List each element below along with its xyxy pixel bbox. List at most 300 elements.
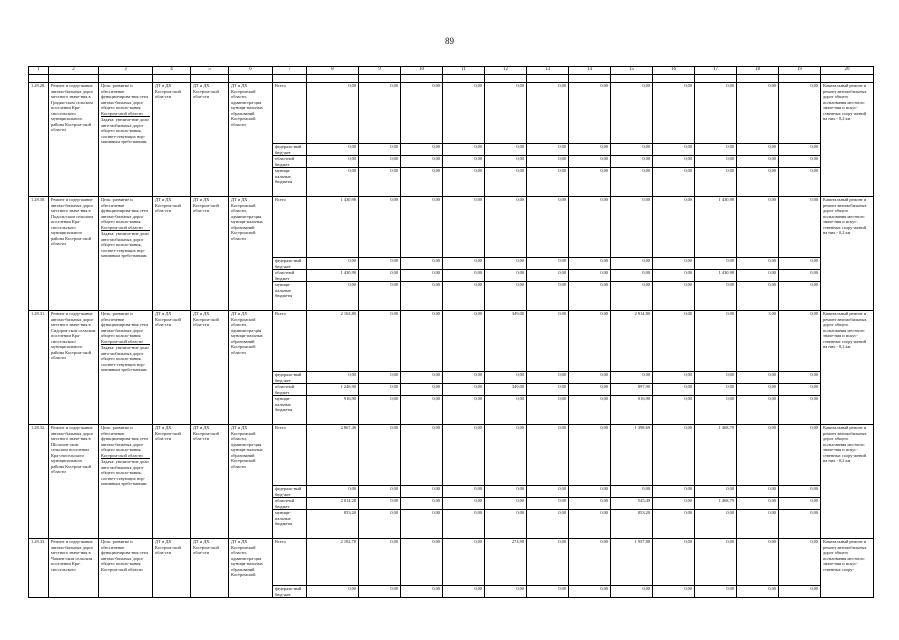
amount-cell: 0,00 xyxy=(779,372,821,384)
amount-cell: 1 468,79 xyxy=(695,425,737,486)
amount-cell: 0,00 xyxy=(695,156,737,168)
amount-cell: 0,00 xyxy=(359,396,401,425)
executor-1: ДТ и ДХ Костром-ской обла-сти xyxy=(153,425,191,539)
amount-cell: 0,00 xyxy=(611,372,653,384)
column-number: 13 xyxy=(527,67,569,75)
amount-cell: 0,00 xyxy=(779,197,821,258)
amount-cell: 0,00 xyxy=(779,396,821,425)
table-row xyxy=(29,83,874,144)
goal-text: Цель: развитие и обеспечение функционирова-ния сети автомо-бильных дорог общего пользо-вания Костром-ской области xyxy=(101,311,150,345)
expected-result: Капитальный ремонт и ремонт автомобильных дорог общего пользования местного значе-ния и искус-ственных соору-жений на них - 0,2 км xyxy=(821,197,874,311)
amount-cell: 897,90 xyxy=(611,384,653,396)
measure-name: Ремонт и содер-жание автомо-бильных дорог местного значе-ния в Сидоров-ском сельском поселении Кра-сносельского муниципального района Костром-ской области xyxy=(49,311,99,425)
column-number: 11 xyxy=(443,67,485,75)
executor-3: ДТ и ДХ Костромской области, администра-ция муници-пальных образований Костромской области xyxy=(229,197,273,311)
amount-cell: 0,00 xyxy=(737,486,779,498)
amount-cell: 0,00 xyxy=(527,258,569,270)
amount-cell: 0,00 xyxy=(485,270,527,282)
amount-cell: 0,00 xyxy=(779,498,821,510)
amount-cell: 0,00 xyxy=(527,586,569,598)
goal-task-cell xyxy=(99,83,153,197)
amount-cell: 1 430,98 xyxy=(307,270,359,282)
amount-cell: 0,00 xyxy=(307,486,359,498)
funding-source: муници-пальные бюджеты xyxy=(273,168,307,197)
amount-cell: 0,00 xyxy=(401,83,443,144)
amount-cell: 916,90 xyxy=(307,396,359,425)
funding-source: федераль-ный бюд-жет xyxy=(273,486,307,498)
amount-cell: 0,00 xyxy=(695,311,737,372)
executor-3: ДТ и ДХ Костромской области, администра-ция муници-пальных образований Костромской области xyxy=(229,425,273,539)
empty-cell xyxy=(695,75,737,83)
funding-source: федераль-ный бюд-жет xyxy=(273,258,307,270)
amount-cell: 0,00 xyxy=(485,156,527,168)
amount-cell: 0,00 xyxy=(485,168,527,197)
amount-cell: 0,00 xyxy=(443,425,485,486)
executor-2: ДТ и ДХ Костром-ской обла-сти xyxy=(191,425,229,539)
amount-cell: 0,00 xyxy=(485,425,527,486)
amount-cell: 0,00 xyxy=(779,83,821,144)
amount-cell: 0,00 xyxy=(443,539,485,586)
amount-cell: 1 957,88 xyxy=(611,539,653,586)
empty-cell xyxy=(527,75,569,83)
amount-cell: 0,00 xyxy=(359,384,401,396)
amount-cell: 0,00 xyxy=(779,425,821,486)
amount-cell: 0,00 xyxy=(653,197,695,258)
amount-cell: 0,00 xyxy=(401,396,443,425)
amount-cell: 0,00 xyxy=(359,486,401,498)
amount-cell: 0,00 xyxy=(359,83,401,144)
amount-cell: 0,00 xyxy=(569,168,611,197)
amount-cell: 349,00 xyxy=(485,311,527,372)
amount-cell: 0,00 xyxy=(401,510,443,539)
amount-cell: 0,00 xyxy=(779,539,821,586)
amount-cell: 0,00 xyxy=(737,156,779,168)
empty-cell xyxy=(737,75,779,83)
amount-cell: 0,00 xyxy=(401,498,443,510)
measure-name: Ремонт и содер-жание автомо-бильных дорог местного значе-ния в Подоль-ском сельском поселении Кра-сносельского муниципального района Костром-ской области xyxy=(49,197,99,311)
amount-cell: 0,00 xyxy=(307,144,359,156)
column-number: 8 xyxy=(307,67,359,75)
amount-cell: 0,00 xyxy=(611,282,653,311)
funding-source: федераль-ный бюд-жет xyxy=(273,144,307,156)
executor-2: ДТ и ДХ Костром-ской обла-сти xyxy=(191,197,229,311)
amount-cell: 0,00 xyxy=(359,510,401,539)
funding-source: Всего xyxy=(273,425,307,486)
amount-cell: 0,00 xyxy=(307,258,359,270)
amount-cell: 1 430,98 xyxy=(695,270,737,282)
amount-cell: 0,00 xyxy=(443,83,485,144)
empty-cell xyxy=(653,75,695,83)
funding-source: муници-пальные бюджеты xyxy=(273,282,307,311)
amount-cell: 0,00 xyxy=(695,539,737,586)
amount-cell: 0,00 xyxy=(737,384,779,396)
goal-text: Цель: развитие и обеспечение функционирова-ния сети автомо-бильных дорог общего пользо-вания Костром-ской области xyxy=(101,539,148,572)
amount-cell: 0,00 xyxy=(737,144,779,156)
empty-cell xyxy=(821,75,874,83)
row-number: 1.28.32. xyxy=(29,425,49,539)
amount-cell: 0,00 xyxy=(737,270,779,282)
amount-cell: 0,00 xyxy=(737,197,779,258)
amount-cell: 0,00 xyxy=(307,372,359,384)
amount-cell: 0,00 xyxy=(359,498,401,510)
column-number: 20 xyxy=(821,67,874,75)
amount-cell: 0,00 xyxy=(569,372,611,384)
amount-cell: 0,00 xyxy=(307,168,359,197)
amount-cell: 0,00 xyxy=(569,586,611,598)
amount-cell: 0,00 xyxy=(527,156,569,168)
amount-cell: 0,00 xyxy=(779,486,821,498)
measure-name: Ремонт и содер-жание автомо-бильных дорог местного значе-ния в Гридки-ском сельском поселении Кра-сносельского муниципального района Костром-ской области xyxy=(49,83,99,197)
executor-3: ДТ и ДХ Костромской области, администра-ция муници-пальных образований Костромской области xyxy=(229,83,273,197)
amount-cell: 0,00 xyxy=(527,282,569,311)
amount-cell: 0,00 xyxy=(653,144,695,156)
amount-cell: 0,00 xyxy=(443,384,485,396)
amount-cell: 0,00 xyxy=(485,258,527,270)
amount-cell: 853,20 xyxy=(611,510,653,539)
amount-cell: 0,00 xyxy=(569,539,611,586)
funding-source: муници-пальные бюджеты xyxy=(273,510,307,539)
empty-cell xyxy=(779,75,821,83)
amount-cell: 0,00 xyxy=(359,258,401,270)
amount-cell: 0,00 xyxy=(695,372,737,384)
task-text: Задача: увеличе-ние доли авто-мобильных дорог общего пользо-вания, соответ-ствующих нор-мативным требо-ваниям xyxy=(101,459,149,486)
amount-cell: 0,00 xyxy=(443,372,485,384)
empty-cell xyxy=(569,75,611,83)
amount-cell: 916,90 xyxy=(611,396,653,425)
funding-source: областной бюджет xyxy=(273,384,307,396)
executor-1: ДТ и ДХ Костром-ской обла-сти xyxy=(153,311,191,425)
amount-cell: 0,00 xyxy=(485,510,527,539)
amount-cell: 1 430,98 xyxy=(695,197,737,258)
amount-cell: 0,00 xyxy=(359,197,401,258)
column-number: 7 xyxy=(273,67,307,75)
row-number: 1.28.33. xyxy=(29,539,49,598)
column-number: 15 xyxy=(611,67,653,75)
amount-cell: 2 163,80 xyxy=(307,311,359,372)
amount-cell: 0,00 xyxy=(611,197,653,258)
amount-cell: 0,00 xyxy=(779,586,821,598)
amount-cell: 0,00 xyxy=(695,168,737,197)
amount-cell: 0,00 xyxy=(737,282,779,311)
amount-cell: 0,00 xyxy=(359,270,401,282)
goal-text: Цель: развитие и обеспечение функционирова-ния сети автомо-бильных дорог общего пользо-вания Костром-ской области xyxy=(101,197,150,231)
amount-cell: 0,00 xyxy=(307,156,359,168)
amount-cell: 0,00 xyxy=(401,168,443,197)
amount-cell: 0,00 xyxy=(527,144,569,156)
amount-cell: 0,00 xyxy=(779,156,821,168)
amount-cell: 274,90 xyxy=(485,539,527,586)
amount-cell: 0,00 xyxy=(653,372,695,384)
amount-cell: 0,00 xyxy=(401,384,443,396)
table-row xyxy=(29,425,874,486)
amount-cell: 349,00 xyxy=(485,384,527,396)
executor-3: ДТ и ДХ Костромской области, администра-ция муници-пальных образований Костромской области xyxy=(229,311,273,425)
amount-cell: 0,00 xyxy=(527,270,569,282)
task-text: Задача: увеличе-ние доли авто-мобильных дорог общего пользо-вания, соответ-ствующих нор-мативным требо-ваниям xyxy=(101,231,149,258)
amount-cell: 0,00 xyxy=(401,270,443,282)
table-row xyxy=(29,197,874,258)
column-number-row xyxy=(29,67,874,75)
empty-cell xyxy=(359,75,401,83)
amount-cell: 0,00 xyxy=(485,486,527,498)
amount-cell: 0,00 xyxy=(485,197,527,258)
amount-cell: 0,00 xyxy=(527,168,569,197)
column-number: 2 xyxy=(49,67,99,75)
column-number: 5 xyxy=(191,67,229,75)
amount-cell: 0,00 xyxy=(695,83,737,144)
amount-cell: 0,00 xyxy=(359,168,401,197)
amount-cell: 0,00 xyxy=(527,396,569,425)
amount-cell: 0,00 xyxy=(485,498,527,510)
amount-cell: 0,00 xyxy=(779,311,821,372)
column-number: 19 xyxy=(779,67,821,75)
amount-cell: 0,00 xyxy=(401,197,443,258)
amount-cell: 0,00 xyxy=(695,258,737,270)
amount-cell: 0,00 xyxy=(737,510,779,539)
expected-result: Капитальный ремонт и ремонт автомобильных дорог общего пользования местного значе-ния и искус-ственных соору-жений на них - 0,2 км xyxy=(821,83,874,197)
empty-cell xyxy=(229,75,273,83)
amount-cell: 0,00 xyxy=(779,144,821,156)
goal-text: Цель: развитие и обеспечение функционирова-ния сети автомо-бильных дорог общего пользо-вания Костром-ской области xyxy=(101,83,150,117)
amount-cell: 0,00 xyxy=(569,510,611,539)
amount-cell: 0,00 xyxy=(401,372,443,384)
amount-cell: 0,00 xyxy=(359,144,401,156)
amount-cell: 0,00 xyxy=(359,311,401,372)
amount-cell: 0,00 xyxy=(485,83,527,144)
empty-cell xyxy=(485,75,527,83)
column-number: 16 xyxy=(653,67,695,75)
executor-1: ДТ и ДХ Костром-ской обла-сти xyxy=(153,539,191,598)
amount-cell: 0,00 xyxy=(695,510,737,539)
funding-source: федераль-ный бюд-жет xyxy=(273,372,307,384)
empty-cell xyxy=(191,75,229,83)
amount-cell: 3,00 xyxy=(737,311,779,372)
amount-cell: 2 182,78 xyxy=(307,539,359,586)
funding-source: Всего xyxy=(273,539,307,586)
amount-cell: 0,00 xyxy=(401,425,443,486)
amount-cell: 0,00 xyxy=(737,258,779,270)
amount-cell: 0,00 xyxy=(695,144,737,156)
amount-cell: 0,00 xyxy=(737,168,779,197)
amount-cell: 0,00 xyxy=(653,270,695,282)
funding-source: Всего xyxy=(273,311,307,372)
amount-cell: 0,00 xyxy=(569,144,611,156)
amount-cell: 0,00 xyxy=(307,586,359,598)
funding-source: областной бюджет xyxy=(273,156,307,168)
amount-cell: 0,00 xyxy=(485,372,527,384)
amount-cell: 0,00 xyxy=(401,258,443,270)
empty-cell xyxy=(273,75,307,83)
amount-cell: 0,00 xyxy=(779,168,821,197)
amount-cell: 0,00 xyxy=(611,83,653,144)
amount-cell: 0,00 xyxy=(653,539,695,586)
amount-cell: 2 814,80 xyxy=(611,311,653,372)
amount-cell: 0,00 xyxy=(737,372,779,384)
amount-cell: 0,00 xyxy=(359,539,401,586)
column-number: 3 xyxy=(99,67,153,75)
amount-cell: 0,00 xyxy=(569,258,611,270)
task-text: Задача: увеличе-ние доли авто-мобильных дорог общего пользо-вания, соответ-ствующих нор-мативным требо-ваниям xyxy=(101,117,149,144)
amount-cell: 0,00 xyxy=(443,311,485,372)
amount-cell: 0,00 xyxy=(653,396,695,425)
amount-cell: 0,00 xyxy=(737,83,779,144)
column-number: 6 xyxy=(229,67,273,75)
amount-cell: 0,00 xyxy=(527,311,569,372)
amount-cell: 0,00 xyxy=(569,425,611,486)
empty-cell xyxy=(49,75,99,83)
column-number: 1 xyxy=(29,67,49,75)
amount-cell: 0,00 xyxy=(695,396,737,425)
column-number: 10 xyxy=(401,67,443,75)
amount-cell: 0,00 xyxy=(695,486,737,498)
amount-cell: 0,00 xyxy=(527,372,569,384)
amount-cell: 2 867,48 xyxy=(307,425,359,486)
amount-cell: 545,49 xyxy=(611,498,653,510)
amount-cell: 0,00 xyxy=(737,396,779,425)
row-number: 1.28.31. xyxy=(29,311,49,425)
measure-name: Ремонт и содер-жание автомо-бильных дорог местного значе-ния в Чапаев-ском сельском поселении Кра-сносельского xyxy=(49,539,99,598)
amount-cell: 0,00 xyxy=(779,384,821,396)
row-number: 1.28.30. xyxy=(29,197,49,311)
amount-cell: 1 246,90 xyxy=(307,384,359,396)
amount-cell: 0,00 xyxy=(653,425,695,486)
amount-cell: 0,00 xyxy=(569,498,611,510)
amount-cell: 0,00 xyxy=(569,384,611,396)
amount-cell: 0,00 xyxy=(611,270,653,282)
amount-cell: 0,00 xyxy=(359,372,401,384)
column-number: 18 xyxy=(737,67,779,75)
amount-cell: 0,00 xyxy=(307,282,359,311)
table-body xyxy=(29,67,874,598)
executor-1: ДТ и ДХ Костром-ской обла-сти xyxy=(153,83,191,197)
funding-source: Всего xyxy=(273,83,307,144)
amount-cell: 0,00 xyxy=(485,586,527,598)
column-number: 4 xyxy=(153,67,191,75)
column-number: 14 xyxy=(569,67,611,75)
amount-cell: 0,00 xyxy=(653,311,695,372)
amount-cell: 0,00 xyxy=(569,311,611,372)
amount-cell: 0,00 xyxy=(401,539,443,586)
expected-result: Капитальный ремонт и ремонт автомобильных дорог общего пользования местного значе-ния и искус-ственных соору- xyxy=(821,539,874,598)
amount-cell: 0,00 xyxy=(485,144,527,156)
amount-cell: 0,00 xyxy=(611,486,653,498)
amount-cell: 0,00 xyxy=(443,586,485,598)
amount-cell: 0,00 xyxy=(401,586,443,598)
amount-cell: 0,00 xyxy=(485,396,527,425)
amount-cell: 0,00 xyxy=(569,270,611,282)
goal-task-cell xyxy=(99,311,153,425)
amount-cell: 0,00 xyxy=(695,282,737,311)
amount-cell: 0,00 xyxy=(653,498,695,510)
budget-table xyxy=(28,66,874,598)
amount-cell: 0,00 xyxy=(443,270,485,282)
empty-cell xyxy=(443,75,485,83)
amount-cell: 0,00 xyxy=(611,168,653,197)
amount-cell: 0,00 xyxy=(443,510,485,539)
amount-cell: 0,00 xyxy=(401,156,443,168)
amount-cell: 0,00 xyxy=(779,258,821,270)
amount-cell: 0,00 xyxy=(779,270,821,282)
amount-cell: 0,00 xyxy=(401,311,443,372)
amount-cell: 0,00 xyxy=(569,486,611,498)
goal-task-cell xyxy=(99,197,153,311)
amount-cell: 853,20 xyxy=(307,510,359,539)
amount-cell: 0,00 xyxy=(569,282,611,311)
empty-cell xyxy=(153,75,191,83)
amount-cell: 0,00 xyxy=(443,144,485,156)
executor-2: ДТ и ДХ Костром-ской обла-сти xyxy=(191,311,229,425)
amount-cell: 1 398,69 xyxy=(611,425,653,486)
amount-cell: 0,00 xyxy=(695,586,737,598)
empty-cell xyxy=(29,75,49,83)
amount-cell: 0,00 xyxy=(527,384,569,396)
empty-cell xyxy=(611,75,653,83)
expected-result: Капитальный ремонт и ремонт автомобильных дорог общего пользования местного значе-ния и искус-ственных соору-жений на них - 0,2 км xyxy=(821,311,874,425)
amount-cell: 0,00 xyxy=(359,282,401,311)
amount-cell: 0,00 xyxy=(443,486,485,498)
executor-2: ДТ и ДХ Костром-ской обла-сти xyxy=(191,83,229,197)
measure-name: Ремонт и содер-жание автомо-бильных дорог местного значе-ния в Шолохов-ском сельском поселении Кра-сносельского муниципального района Костром-ской области xyxy=(49,425,99,539)
amount-cell: 0,00 xyxy=(611,586,653,598)
amount-cell: 0,00 xyxy=(443,498,485,510)
amount-cell: 0,00 xyxy=(653,168,695,197)
amount-cell: 0,00 xyxy=(653,282,695,311)
amount-cell: 0,00 xyxy=(653,384,695,396)
amount-cell: 0,00 xyxy=(401,282,443,311)
amount-cell: 0,00 xyxy=(737,498,779,510)
amount-cell: 0,00 xyxy=(401,486,443,498)
funding-source: областной бюджет xyxy=(273,498,307,510)
amount-cell: 0,00 xyxy=(307,83,359,144)
amount-cell: 0,00 xyxy=(527,425,569,486)
goal-task-cell xyxy=(99,425,153,539)
page-number: 89 xyxy=(445,36,454,46)
column-number: 9 xyxy=(359,67,401,75)
column-number: 17 xyxy=(695,67,737,75)
amount-cell: 0,00 xyxy=(737,586,779,598)
amount-cell: 0,00 xyxy=(653,510,695,539)
amount-cell: 0,00 xyxy=(527,539,569,586)
funding-source: федераль-ный бюд-жет xyxy=(273,586,307,598)
amount-cell: 0,00 xyxy=(569,197,611,258)
executor-3: ДТ и ДХ Костромской области, администра-ция муници-пальных образований Костромской xyxy=(229,539,273,598)
expected-result: Капитальный ремонт и ремонт автомобильных дорог общего пользования местного значе-ния и искус-ственных соору-жений на них - 0,2 км xyxy=(821,425,874,539)
amount-cell: 0,00 xyxy=(569,83,611,144)
empty-cell xyxy=(99,75,153,83)
amount-cell: 0,00 xyxy=(611,156,653,168)
spacer-row xyxy=(29,75,874,83)
funding-source: областной бюджет xyxy=(273,270,307,282)
amount-cell: 0,00 xyxy=(527,486,569,498)
column-number: 12 xyxy=(485,67,527,75)
amount-cell: 0,00 xyxy=(401,144,443,156)
amount-cell: 0,00 xyxy=(569,156,611,168)
amount-cell: 0,00 xyxy=(443,258,485,270)
amount-cell: 0,00 xyxy=(653,486,695,498)
amount-cell: 0,00 xyxy=(527,197,569,258)
amount-cell: 0,00 xyxy=(359,425,401,486)
amount-cell: 0,00 xyxy=(653,258,695,270)
amount-cell: 1 430,98 xyxy=(307,197,359,258)
empty-cell xyxy=(307,75,359,83)
amount-cell: 0,00 xyxy=(611,144,653,156)
amount-cell: 0,00 xyxy=(443,168,485,197)
funding-source: Всего xyxy=(273,197,307,258)
amount-cell: 0,00 xyxy=(485,282,527,311)
amount-cell: 0,00 xyxy=(737,425,779,486)
amount-cell: 0,00 xyxy=(443,396,485,425)
amount-cell: 0,00 xyxy=(527,498,569,510)
